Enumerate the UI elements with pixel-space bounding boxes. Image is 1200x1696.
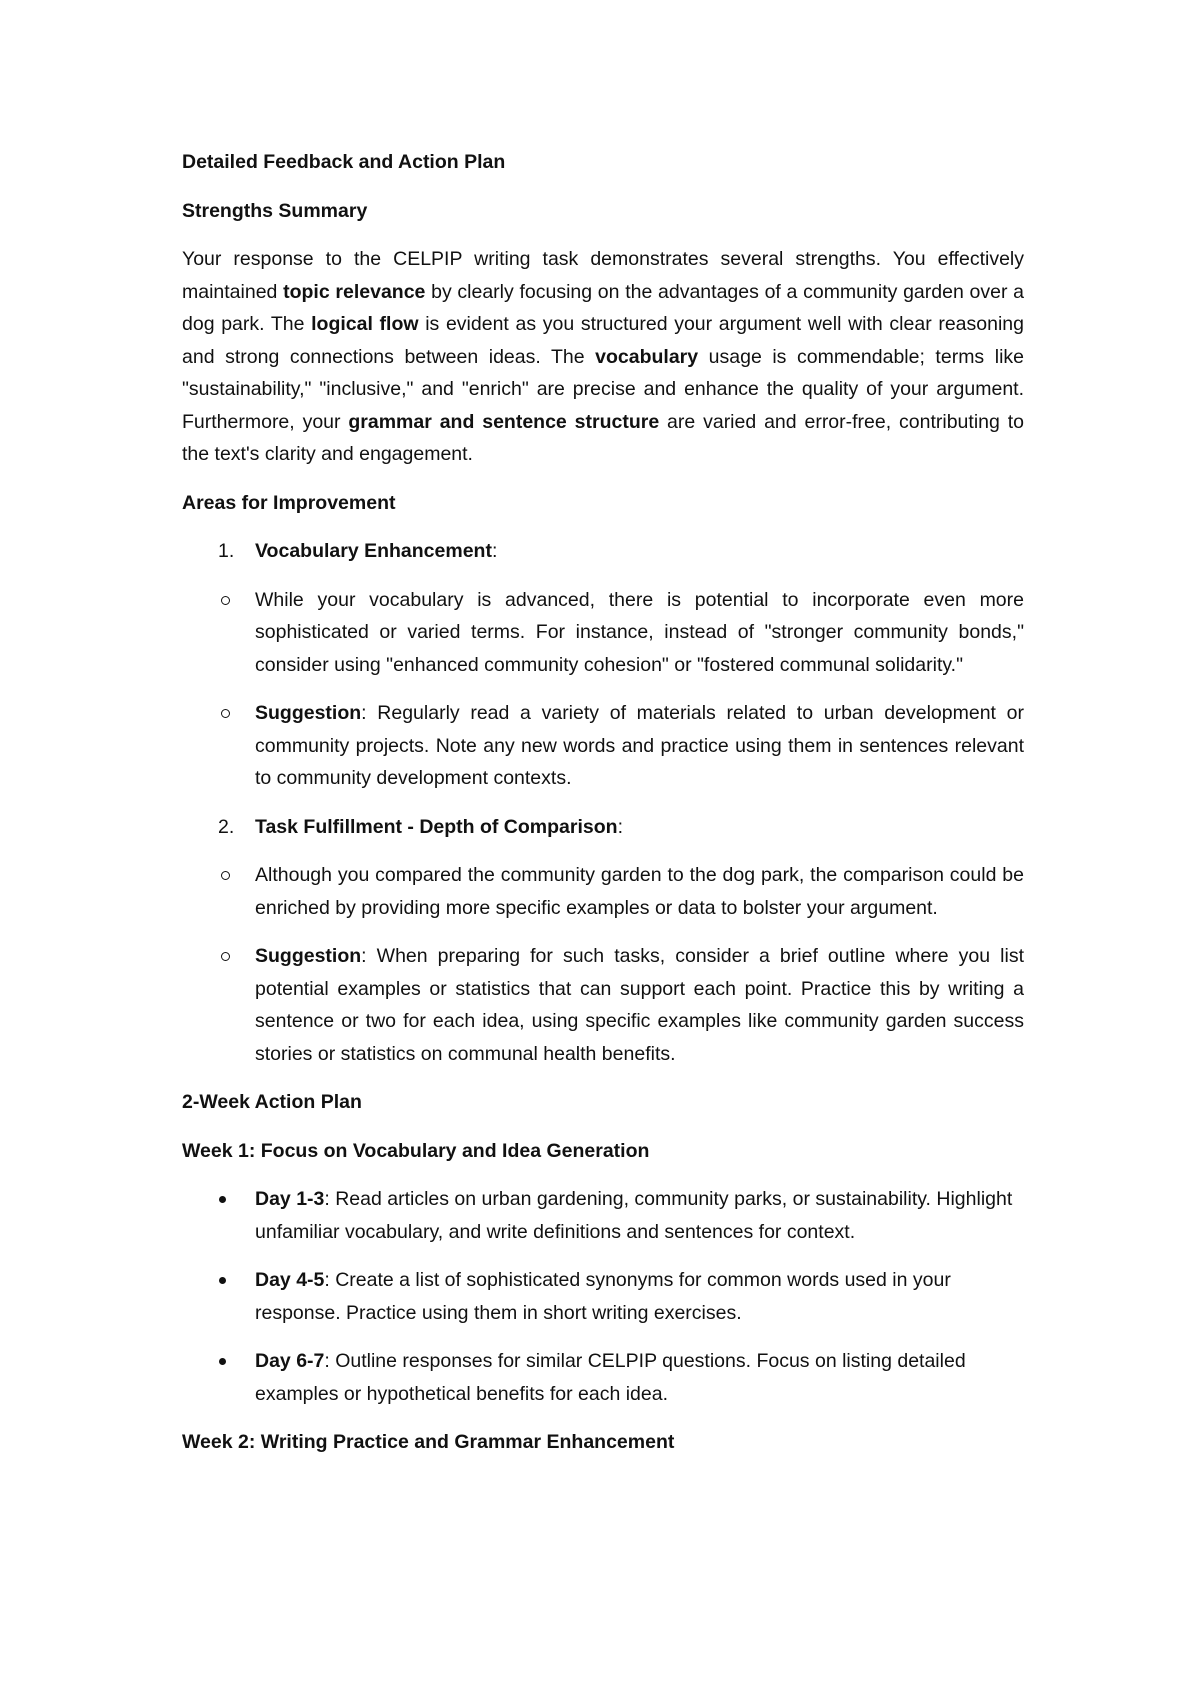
strengths-bold-grammar: grammar and sentence structure xyxy=(348,410,660,433)
week1-item-day6-7 xyxy=(182,1345,1024,1410)
action-plan-heading: 2-Week Action Plan xyxy=(182,1091,362,1113)
improvement-sub-list xyxy=(255,584,1024,795)
strengths-bold-topic-relevance: topic relevance xyxy=(283,280,426,303)
week1-heading: Week 1: Focus on Vocabulary and Idea Generation xyxy=(182,1139,650,1162)
strengths-text-4: usage is commendable; terms like "sustainability," "inclusive," and "enrich" are precise and enhance the quality of your argument. Furthermore, your xyxy=(182,345,1024,433)
list-number: 2. xyxy=(218,815,235,838)
document-title: Detailed Feedback and Action Plan xyxy=(182,151,506,173)
improvement-item-title-line xyxy=(255,811,1024,844)
strengths-heading: Strengths Summary xyxy=(182,199,368,222)
disc-bullet-icon xyxy=(219,1277,226,1284)
strengths-text-5: are varied and error-free, contributing to the text's clarity and engagement. xyxy=(182,410,1024,465)
day-label: Day 4-5 xyxy=(255,1269,325,1291)
sub-item-label: Suggestion xyxy=(255,945,362,967)
strengths-bold-logical-flow: logical flow xyxy=(311,313,419,335)
document-page xyxy=(182,146,1024,1475)
improvement-item-title: Vocabulary Enhancement xyxy=(255,540,492,562)
day-text: : Outline responses for similar CELPIP questions. Focus on listing detailed examples or hypothetical benefits for each idea. xyxy=(255,1350,966,1405)
disc-bullet-icon xyxy=(219,1358,226,1365)
sub-item-text: While your vocabulary is advanced, there is potential to incorporate even more sophisticated or varied terms. For instance, instead of "stronger community bonds," consider using "enhanced community cohesion" or "fostered communal solidarity." xyxy=(255,588,1024,676)
circle-bullet-icon xyxy=(221,709,230,718)
sub-list-item xyxy=(255,697,1024,795)
strengths-paragraph xyxy=(182,243,1024,471)
title-colon: : xyxy=(491,540,498,562)
sub-list-item xyxy=(255,940,1024,1070)
sub-item-text: : When preparing for such tasks, consider a brief outline where you list potential examples or statistics that can support each point. Practice this by writing a sentence or two for each idea, using specific examples like community garden success stories or statistics on communal health benefits. xyxy=(255,945,1024,1065)
improvement-item-title: Task Fulfillment - Depth of Comparison xyxy=(255,815,618,838)
sub-list-item xyxy=(255,859,1024,924)
sub-item-label: Suggestion xyxy=(255,702,362,724)
strengths-text-3: is evident as you structured your argument well with clear reasoning and strong connections between ideas. The xyxy=(182,313,1024,368)
circle-bullet-icon xyxy=(221,871,230,880)
week1-item-day1-3 xyxy=(182,1183,1024,1248)
circle-bullet-icon xyxy=(221,596,230,605)
strengths-bold-vocabulary: vocabulary xyxy=(595,345,699,368)
sub-item-text: Although you compared the community garden to the dog park, the comparison could be enriched by providing more specific examples or data to bolster your argument. xyxy=(255,864,1024,919)
list-number: 1. xyxy=(218,540,235,562)
improvement-sub-list xyxy=(255,859,1024,1070)
strengths-text-1: Your response to the CELPIP writing task demonstrates several strengths. You effectively maintained xyxy=(182,248,1024,303)
day-label: Day 6-7 xyxy=(255,1350,325,1372)
week1-item-day4-5 xyxy=(182,1264,1024,1329)
improvement-heading: Areas for Improvement xyxy=(182,491,396,514)
circle-bullet-icon xyxy=(221,952,230,961)
day-text: : Read articles on urban gardening, community parks, or sustainability. Highlight unfamiliar vocabulary, and write definitions and sentences for context. xyxy=(255,1188,1013,1243)
strengths-text-2: by clearly focusing on the advantages of a community garden over a dog park. The xyxy=(182,280,1024,335)
disc-bullet-icon xyxy=(219,1196,226,1203)
week2-heading: Week 2: Writing Practice and Grammar Enhancement xyxy=(182,1431,675,1453)
day-label: Day 1-3 xyxy=(255,1188,325,1210)
improvement-item-task-fulfillment xyxy=(182,811,1024,1071)
week1-list xyxy=(182,1183,1024,1410)
day-text: : Create a list of sophisticated synonyms for common words used in your response. Practice using them in short writing exercises. xyxy=(255,1269,951,1324)
title-colon: : xyxy=(617,815,623,838)
improvement-list xyxy=(182,535,1024,1070)
sub-item-text: : Regularly read a variety of materials related to urban development or community projects. Note any new words and practice using them in sentences relevant to community development contexts. xyxy=(255,702,1024,789)
improvement-item-vocabulary xyxy=(182,535,1024,795)
improvement-item-title-line xyxy=(255,535,1024,568)
sub-list-item xyxy=(255,584,1024,682)
